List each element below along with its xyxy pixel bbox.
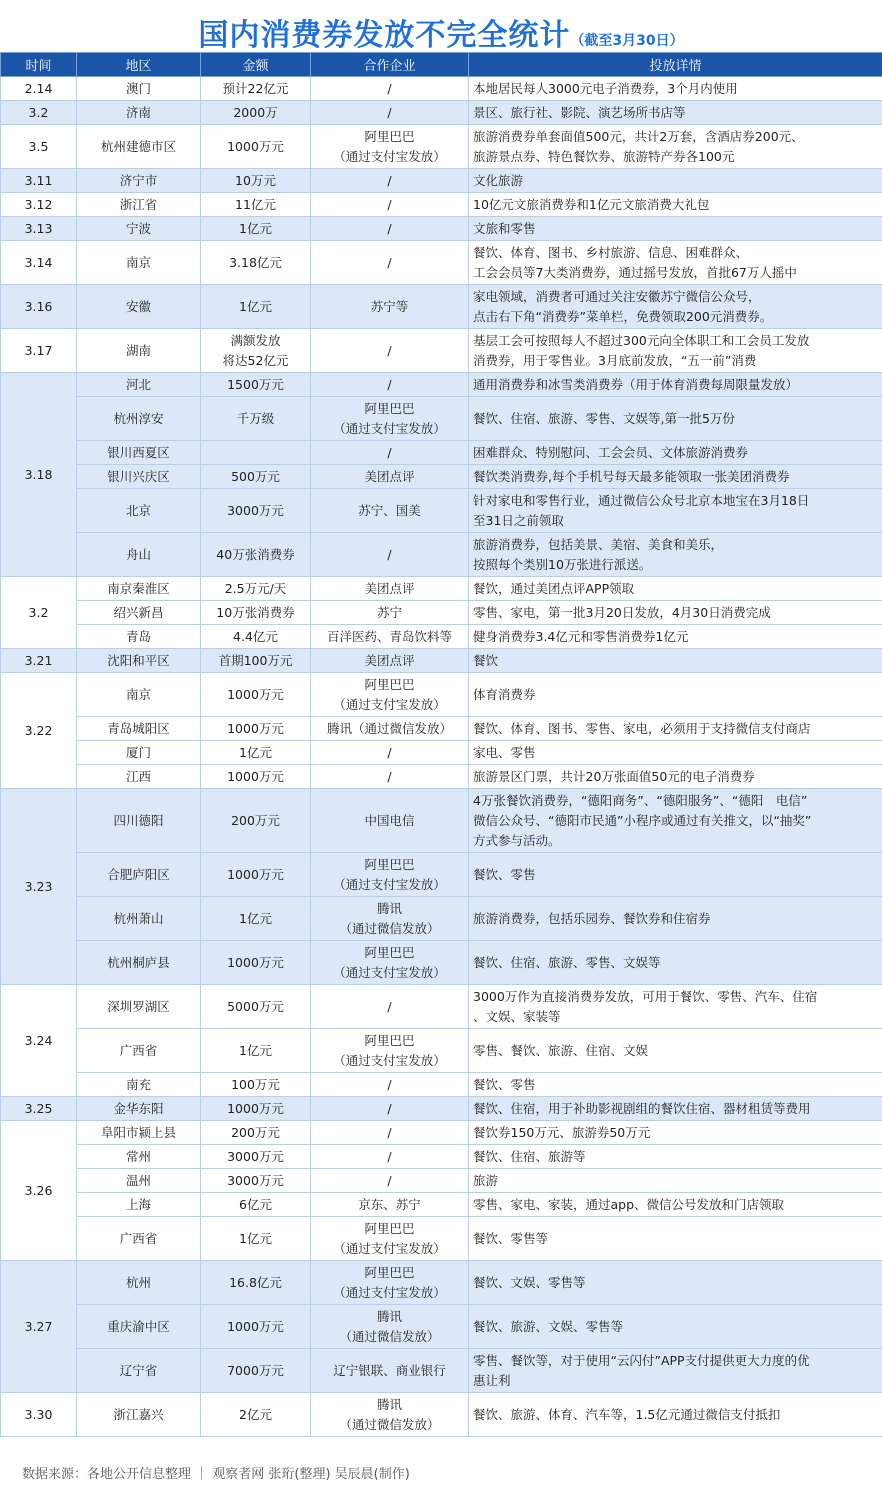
header (0, 0, 882, 52)
partner-cell: 京东、苏宁 (311, 1193, 469, 1217)
detail-cell: 餐饮、体育、图书、零售、家电，必须用于支持微信支付商店 (469, 717, 882, 741)
table-row (1, 193, 882, 217)
amount-cell: 100万元 (201, 1073, 311, 1097)
region-cell: 金华东阳 (77, 1097, 201, 1121)
detail-cell: 通用消费券和冰雪类消费券（用于体育消费每周限量发放） (469, 373, 882, 397)
table-row (1, 717, 882, 741)
region-cell: 浙江省 (77, 193, 201, 217)
amount-cell: 1亿元 (201, 897, 311, 941)
amount-cell: 16.8亿元 (201, 1261, 311, 1305)
region-cell: 深圳罗湖区 (77, 985, 201, 1029)
region-cell: 四川德阳 (77, 789, 201, 853)
detail-cell: 体育消费券 (469, 673, 882, 717)
date-cell: 3.11 (1, 169, 77, 193)
table-row (1, 985, 882, 1029)
date-cell: 3.24 (1, 985, 77, 1097)
partner-cell: 美团点评 (311, 649, 469, 673)
amount-cell: 1亿元 (201, 1217, 311, 1261)
detail-cell: 餐饮类消费券,每个手机号每天最多能领取一张美团消费券 (469, 465, 882, 489)
region-cell: 杭州淳安 (77, 397, 201, 441)
date-cell: 3.2 (1, 101, 77, 125)
detail-cell: 10亿元文旅消费券和1亿元文旅消费大礼包 (469, 193, 882, 217)
partner-cell: 阿里巴巴 （通过支付宝发放） (311, 1217, 469, 1261)
region-cell: 济南 (77, 101, 201, 125)
region-cell: 北京 (77, 489, 201, 533)
detail-cell: 基层工会可按照每人不超过300元向全体职工和工会员工发放 消费券，用于零售业。3月底前发放，“五一前”消费 (469, 329, 882, 373)
detail-cell: 餐饮、旅游、体育、汽车等，1.5亿元通过微信支付抵扣 (469, 1393, 882, 1437)
date-cell: 3.16 (1, 285, 77, 329)
region-cell: 南京 (77, 241, 201, 285)
amount-cell: 3000万元 (201, 489, 311, 533)
partner-cell: 阿里巴巴 （通过支付宝发放） (311, 673, 469, 717)
detail-cell: 本地居民每人3000元电子消费券，3个月内使用 (469, 77, 882, 101)
region-cell: 宁波 (77, 217, 201, 241)
region-cell: 上海 (77, 1193, 201, 1217)
table-row (1, 1261, 882, 1305)
amount-cell: 200万元 (201, 789, 311, 853)
table-row (1, 765, 882, 789)
partner-cell: / (311, 101, 469, 125)
detail-cell: 文化旅游 (469, 169, 882, 193)
column-header-amount: 金额 (201, 53, 311, 77)
partner-cell: 百洋医药、青岛饮料等 (311, 625, 469, 649)
partner-cell: / (311, 741, 469, 765)
amount-cell: 1500万元 (201, 373, 311, 397)
table-row (1, 601, 882, 625)
detail-cell: 家电、零售 (469, 741, 882, 765)
date-cell: 3.30 (1, 1393, 77, 1437)
table-row (1, 217, 882, 241)
amount-cell: 1亿元 (201, 741, 311, 765)
table-row (1, 397, 882, 441)
amount-cell: 1000万元 (201, 125, 311, 169)
region-cell: 广西省 (77, 1029, 201, 1073)
date-cell: 3.26 (1, 1121, 77, 1261)
detail-cell: 旅游消费券，包括美景、美宿、美食和美乐， 按照每个类别10万张进行派送。 (469, 533, 882, 577)
region-cell: 银川兴庆区 (77, 465, 201, 489)
amount-cell: 10万张消费券 (201, 601, 311, 625)
detail-cell: 家电领域，消费者可通过关注安徽苏宁微信公众号， 点击右下角“消费券”菜单栏，免费领取200元消费券。 (469, 285, 882, 329)
partner-cell: 腾讯（通过微信发放） (311, 717, 469, 741)
partner-cell: / (311, 1145, 469, 1169)
column-header-detail: 投放详情 (469, 53, 882, 77)
date-cell: 3.13 (1, 217, 77, 241)
table-row (1, 1121, 882, 1145)
table-row (1, 1097, 882, 1121)
date-cell: 3.5 (1, 125, 77, 169)
region-cell: 厦门 (77, 741, 201, 765)
table-row (1, 1073, 882, 1097)
amount-cell: 1000万元 (201, 673, 311, 717)
partner-cell: / (311, 77, 469, 101)
detail-cell: 餐饮、住宿，用于补助影视剧组的餐饮住宿、器材租赁等费用 (469, 1097, 882, 1121)
region-cell: 银川西夏区 (77, 441, 201, 465)
table-row (1, 741, 882, 765)
table-row (1, 329, 882, 373)
amount-cell: 1亿元 (201, 217, 311, 241)
region-cell: 阜阳市颍上县 (77, 1121, 201, 1145)
amount-cell: 11亿元 (201, 193, 311, 217)
detail-cell: 餐饮、零售 (469, 1073, 882, 1097)
amount-cell: 千万级 (201, 397, 311, 441)
region-cell: 温州 (77, 1169, 201, 1193)
date-cell: 3.27 (1, 1261, 77, 1393)
date-cell: 3.2 (1, 577, 77, 649)
partner-cell: / (311, 985, 469, 1029)
partner-cell: 美团点评 (311, 465, 469, 489)
amount-cell: 2亿元 (201, 1393, 311, 1437)
partner-cell: / (311, 193, 469, 217)
detail-cell: 餐饮，通过美团点评APP领取 (469, 577, 882, 601)
partner-cell: / (311, 533, 469, 577)
amount-cell: 预计22亿元 (201, 77, 311, 101)
table-row (1, 373, 882, 397)
amount-cell: 2000万 (201, 101, 311, 125)
detail-cell: 餐饮、体育、图书、乡村旅游、信息、困难群众、 工会会员等7大类消费券，通过摇号发放，首批67万人摇中 (469, 241, 882, 285)
partner-cell: 阿里巴巴 （通过支付宝发放） (311, 125, 469, 169)
amount-cell: 3.18亿元 (201, 241, 311, 285)
region-cell: 沈阳和平区 (77, 649, 201, 673)
table-row (1, 673, 882, 717)
amount-cell: 1亿元 (201, 1029, 311, 1073)
partner-cell: / (311, 329, 469, 373)
detail-cell: 餐饮、零售等 (469, 1217, 882, 1261)
table-row (1, 897, 882, 941)
page-subtitle: （截至3月30日） (570, 33, 684, 49)
detail-cell: 餐饮、住宿、旅游等 (469, 1145, 882, 1169)
table-row (1, 533, 882, 577)
amount-cell: 2.5万元/天 (201, 577, 311, 601)
amount-cell: 10万元 (201, 169, 311, 193)
region-cell: 广西省 (77, 1217, 201, 1261)
amount-cell: 1000万元 (201, 941, 311, 985)
amount-cell: 3000万元 (201, 1169, 311, 1193)
region-cell: 绍兴新昌 (77, 601, 201, 625)
partner-cell: / (311, 373, 469, 397)
partner-cell: / (311, 441, 469, 465)
region-cell: 澳门 (77, 77, 201, 101)
table-row (1, 789, 882, 853)
detail-cell: 针对家电和零售行业，通过微信公众号北京本地宝在3月18日 至31日之前领取 (469, 489, 882, 533)
detail-cell: 零售、家电、家装，通过app、微信公号发放和门店领取 (469, 1193, 882, 1217)
detail-cell: 餐饮券150万元、旅游券50万元 (469, 1121, 882, 1145)
date-cell: 3.21 (1, 649, 77, 673)
amount-cell: 满额发放 将达52亿元 (201, 329, 311, 373)
partner-cell: / (311, 1097, 469, 1121)
detail-cell: 餐饮、住宿、旅游、零售、文娱等 (469, 941, 882, 985)
amount-cell: 首期100万元 (201, 649, 311, 673)
table-row (1, 853, 882, 897)
date-cell: 3.18 (1, 373, 77, 577)
partner-cell: 苏宁等 (311, 285, 469, 329)
region-cell: 辽宁省 (77, 1349, 201, 1393)
detail-cell: 餐饮、住宿、旅游、零售、文娱等,第一批5万份 (469, 397, 882, 441)
amount-cell: 40万张消费券 (201, 533, 311, 577)
amount-cell: 7000万元 (201, 1349, 311, 1393)
table-row (1, 489, 882, 533)
column-header-partner: 合作企业 (311, 53, 469, 77)
partner-cell: 苏宁、国美 (311, 489, 469, 533)
amount-cell: 1000万元 (201, 717, 311, 741)
amount-cell: 5000万元 (201, 985, 311, 1029)
detail-cell: 餐饮、文娱、零售等 (469, 1261, 882, 1305)
table-row (1, 77, 882, 101)
table-row (1, 1169, 882, 1193)
date-cell: 3.25 (1, 1097, 77, 1121)
amount-cell (201, 441, 311, 465)
partner-cell: / (311, 765, 469, 789)
region-cell: 河北 (77, 373, 201, 397)
detail-cell: 零售、餐饮、旅游、住宿、文娱 (469, 1029, 882, 1073)
partner-cell: 阿里巴巴 （通过支付宝发放） (311, 1261, 469, 1305)
date-cell: 3.12 (1, 193, 77, 217)
partner-cell: / (311, 217, 469, 241)
amount-cell: 1000万元 (201, 1305, 311, 1349)
partner-cell: / (311, 241, 469, 285)
date-cell: 2.14 (1, 77, 77, 101)
region-cell: 南充 (77, 1073, 201, 1097)
region-cell: 浙江嘉兴 (77, 1393, 201, 1437)
table-row (1, 577, 882, 601)
table-row (1, 625, 882, 649)
region-cell: 常州 (77, 1145, 201, 1169)
detail-cell: 零售、餐饮等，对于使用“云闪付”APP支付提供更大力度的优 惠让利 (469, 1349, 882, 1393)
page-title: 国内消费券发放不完全统计 (198, 18, 571, 53)
column-header-date: 时间 (1, 53, 77, 77)
detail-cell: 文旅和零售 (469, 217, 882, 241)
detail-cell: 旅游 (469, 1169, 882, 1193)
table-row (1, 465, 882, 489)
detail-cell: 4万张餐饮消费券，“德阳商务”、“德阳服务”、“德阳 电信” 微信公众号、“德阳市民通”小程序或通过有关推文，以“抽奖” 方式参与活动。 (469, 789, 882, 853)
detail-cell: 零售、家电，第一批3月20日发放，4月30日消费完成 (469, 601, 882, 625)
table-row (1, 441, 882, 465)
table-row (1, 1305, 882, 1349)
detail-cell: 困难群众、特别慰问、工会会员、文体旅游消费券 (469, 441, 882, 465)
table-row (1, 1145, 882, 1169)
region-cell: 安徽 (77, 285, 201, 329)
table-row (1, 101, 882, 125)
table-row (1, 285, 882, 329)
table-header-row (1, 53, 882, 77)
region-cell: 重庆渝中区 (77, 1305, 201, 1349)
table-row (1, 125, 882, 169)
partner-cell: 美团点评 (311, 577, 469, 601)
partner-cell: 阿里巴巴 （通过支付宝发放） (311, 941, 469, 985)
partner-cell: 腾讯 （通过微信发放） (311, 1393, 469, 1437)
detail-cell: 餐饮、旅游、文娱、零售等 (469, 1305, 882, 1349)
detail-cell: 旅游消费券单套面值500元，共计2万套，含酒店券200元、 旅游景点券、特色餐饮券、旅游特产券各100元 (469, 125, 882, 169)
table-row (1, 1349, 882, 1393)
date-cell: 3.22 (1, 673, 77, 789)
region-cell: 南京秦淮区 (77, 577, 201, 601)
table-row (1, 1393, 882, 1437)
detail-cell: 旅游景区门票，共计20万张面值50元的电子消费券 (469, 765, 882, 789)
partner-cell: / (311, 1073, 469, 1097)
partner-cell: 阿里巴巴 （通过支付宝发放） (311, 1029, 469, 1073)
partner-cell: / (311, 1121, 469, 1145)
date-cell: 3.17 (1, 329, 77, 373)
region-cell: 青岛城阳区 (77, 717, 201, 741)
region-cell: 南京 (77, 673, 201, 717)
coupon-table (0, 52, 882, 1437)
partner-cell: 中国电信 (311, 789, 469, 853)
column-header-region: 地区 (77, 53, 201, 77)
amount-cell: 1000万元 (201, 765, 311, 789)
amount-cell: 1000万元 (201, 1097, 311, 1121)
region-cell: 杭州 (77, 1261, 201, 1305)
detail-cell: 餐饮 (469, 649, 882, 673)
partner-cell: / (311, 1169, 469, 1193)
amount-cell: 4.4亿元 (201, 625, 311, 649)
partner-cell: 腾讯 （通过微信发放） (311, 1305, 469, 1349)
region-cell: 杭州建德市区 (77, 125, 201, 169)
region-cell: 杭州萧山 (77, 897, 201, 941)
partner-cell: 腾讯 （通过微信发放） (311, 897, 469, 941)
partner-cell: 辽宁银联、商业银行 (311, 1349, 469, 1393)
amount-cell: 200万元 (201, 1121, 311, 1145)
date-cell: 3.23 (1, 789, 77, 985)
partner-cell: / (311, 169, 469, 193)
region-cell: 杭州桐庐县 (77, 941, 201, 985)
detail-cell: 景区、旅行社、影院、演艺场所书店等 (469, 101, 882, 125)
detail-cell: 3000万作为直接消费券发放，可用于餐饮、零售、汽车、住宿 、文娱、家装等 (469, 985, 882, 1029)
table-row (1, 649, 882, 673)
table-row (1, 169, 882, 193)
table-row (1, 1217, 882, 1261)
table-row (1, 241, 882, 285)
region-cell: 青岛 (77, 625, 201, 649)
table-row (1, 1193, 882, 1217)
region-cell: 合肥庐阳区 (77, 853, 201, 897)
table-row (1, 941, 882, 985)
amount-cell: 500万元 (201, 465, 311, 489)
region-cell: 湖南 (77, 329, 201, 373)
amount-cell: 3000万元 (201, 1145, 311, 1169)
amount-cell: 1000万元 (201, 853, 311, 897)
region-cell: 江西 (77, 765, 201, 789)
table-body (1, 77, 882, 1437)
amount-cell: 6亿元 (201, 1193, 311, 1217)
detail-cell: 健身消费券3.4亿元和零售消费券1亿元 (469, 625, 882, 649)
amount-cell: 1亿元 (201, 285, 311, 329)
table-row (1, 1029, 882, 1073)
partner-cell: 阿里巴巴 （通过支付宝发放） (311, 397, 469, 441)
date-cell: 3.14 (1, 241, 77, 285)
partner-cell: 阿里巴巴 （通过支付宝发放） (311, 853, 469, 897)
region-cell: 济宁市 (77, 169, 201, 193)
source-footer: 数据来源：各地公开信息整理 ｜ 观察者网 张珩(整理) 吴辰晨(制作) (22, 1467, 410, 1482)
detail-cell: 旅游消费券，包括乐园券、餐饮券和住宿券 (469, 897, 882, 941)
partner-cell: 苏宁 (311, 601, 469, 625)
region-cell: 舟山 (77, 533, 201, 577)
detail-cell: 餐饮、零售 (469, 853, 882, 897)
